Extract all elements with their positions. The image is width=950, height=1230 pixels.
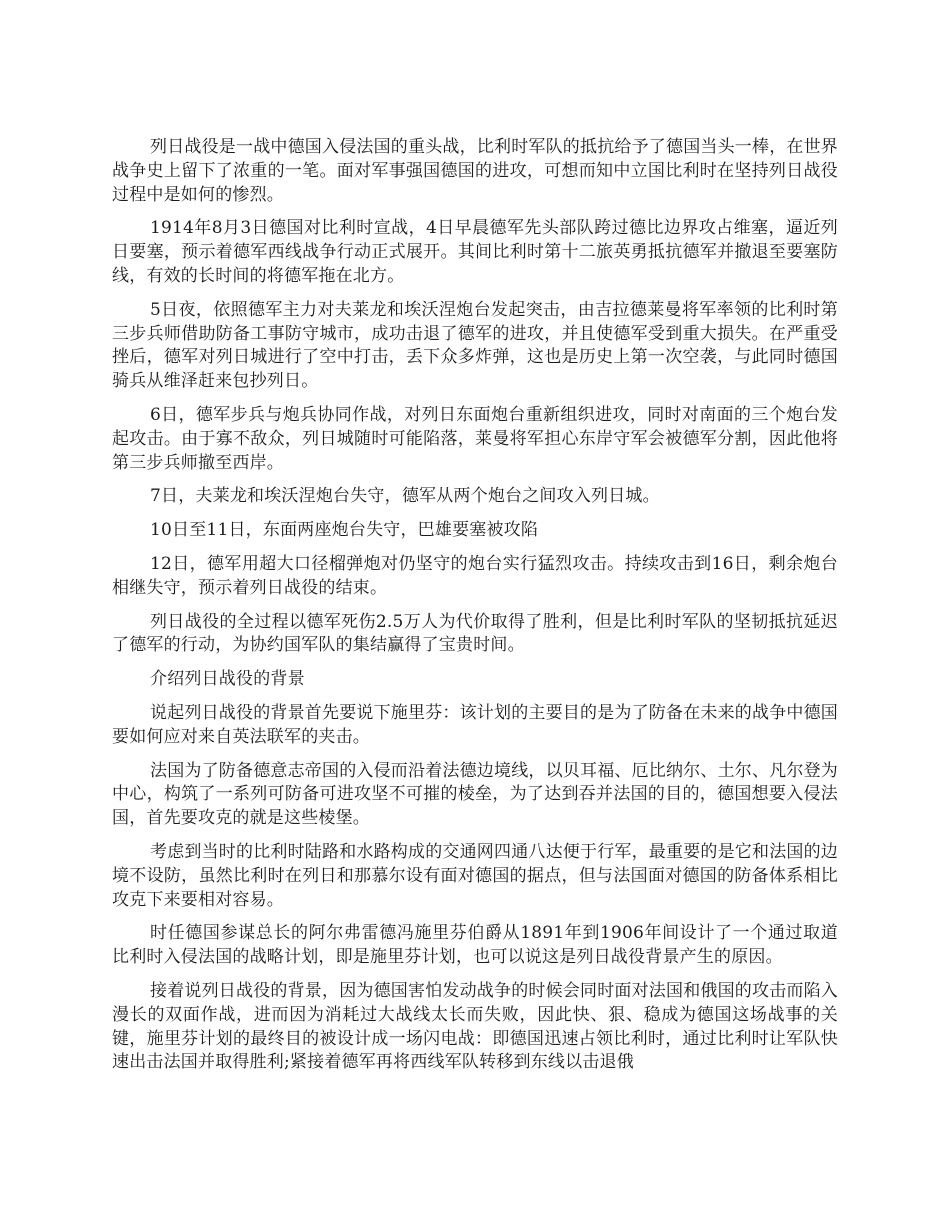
paragraph-2: 1914年8月3日德国对比利时宣战，4日早晨德军先头部队跨过德比边界攻占维塞，逼近列日要塞，预示着德军西线战争行动正式展开。其间比利时第十二旅英勇抵抗德军并撤退至要塞防线，有效的长时间的将德军拖在北方。 (112, 218, 838, 286)
paragraph-12: 考虑到当时的比利时陆路和水路构成的交通网四通八达便于行军，最重要的是它和法国的边境不设防，虽然比利时在列日和那慕尔设有面对德国的据点，但与法国面对德国的防备体系相比攻克下来要相对容易。 (112, 841, 838, 910)
paragraph-1: 列日战役是一战中德国入侵法国的重头战，比利时军队的抵抗给予了德国当头一棒，在世界战争史上留下了浓重的一笔。面对军事强国德国的进攻，可想而知中立国比利时在坚持列日战役过程中是如何的惨烈。 (112, 137, 838, 205)
paragraph-13: 时任德国参谋总长的阿尔弗雷德冯施里芬伯爵从1891年到1906年间设计了一个通过取道比利时入侵法国的战略计划，即是施里芬计划，也可以说这是列日战役背景产生的原因。 (112, 923, 838, 968)
section-heading-background: 介绍列日战役的背景 (150, 669, 305, 690)
paragraph-8: 列日战役的全过程以德军死伤2.5万人为代价取得了胜利，但是比利时军队的坚韧抵抗延迟了德军的行动，为协约国军队的集结赢得了宝贵时间。 (112, 611, 838, 656)
paragraph-7: 12日，德军用超大口径榴弹炮对仍坚守的炮台实行猛烈攻击。持续攻击到16日，剩余炮台相继失守，预示着列日战役的结束。 (112, 553, 838, 598)
paragraph-3: 5日夜，依照德军主力对夫莱龙和埃沃涅炮台发起突击，由吉拉德莱曼将军率领的比利时第三步兵师借助防备工事防守城市，成功击退了德军的进攻，并且使德军受到重大损失。在严重受挫后，德军对列日城进行了空中打击，丢下众多炸弹，这也是历史上第一次空袭，与此同时德国骑兵从维泽赶来包抄列日。 (112, 299, 838, 392)
paragraph-10: 说起列日战役的背景首先要说下施里芬：该计划的主要目的是为了防备在未来的战争中德国要如何应对来自英法联军的夹击。 (112, 702, 838, 747)
paragraph-4: 6日，德军步兵与炮兵协同作战，对列日东面炮台重新组织进攻，同时对南面的三个炮台发起攻击。由于寡不敌众，列日城随时可能陷落，莱曼将军担心东岸守军会被德军分割，因此他将第三步兵师撤至西岸。 (112, 404, 838, 473)
paragraph-14: 接着说列日战役的背景，因为德国害怕发动战争的时候会同时面对法国和俄国的攻击而陷入漫长的双面作战，进而因为消耗过大战线太长而失败，因此快、狠、稳成为德国这场战事的关键，施里芬计划的最终目的被设计成一场闪电战：即德国迅速占领比利时，通过比利时让军队快速出击法国并取得胜利;紧接着德军再将西线军队转移到东线以击退俄 (112, 980, 838, 1073)
document-body (112, 136, 838, 1075)
paragraph-11: 法国为了防备德意志帝国的入侵而沿着法德边境线，以贝耳福、厄比纳尔、土尔、凡尔登为中心，构筑了一系列可防备可进攻坚不可摧的棱垒，为了达到吞并法国的目的，德国想要入侵法国，首先要攻克的就是这些棱堡。 (112, 760, 838, 829)
paragraph-5: 7日，夫莱龙和埃沃涅炮台失守，德军从两个炮台之间攻入列日城。 (150, 486, 660, 507)
paragraph-6: 10日至11日，东面两座炮台失守，巴雄要塞被攻陷 (150, 520, 539, 541)
